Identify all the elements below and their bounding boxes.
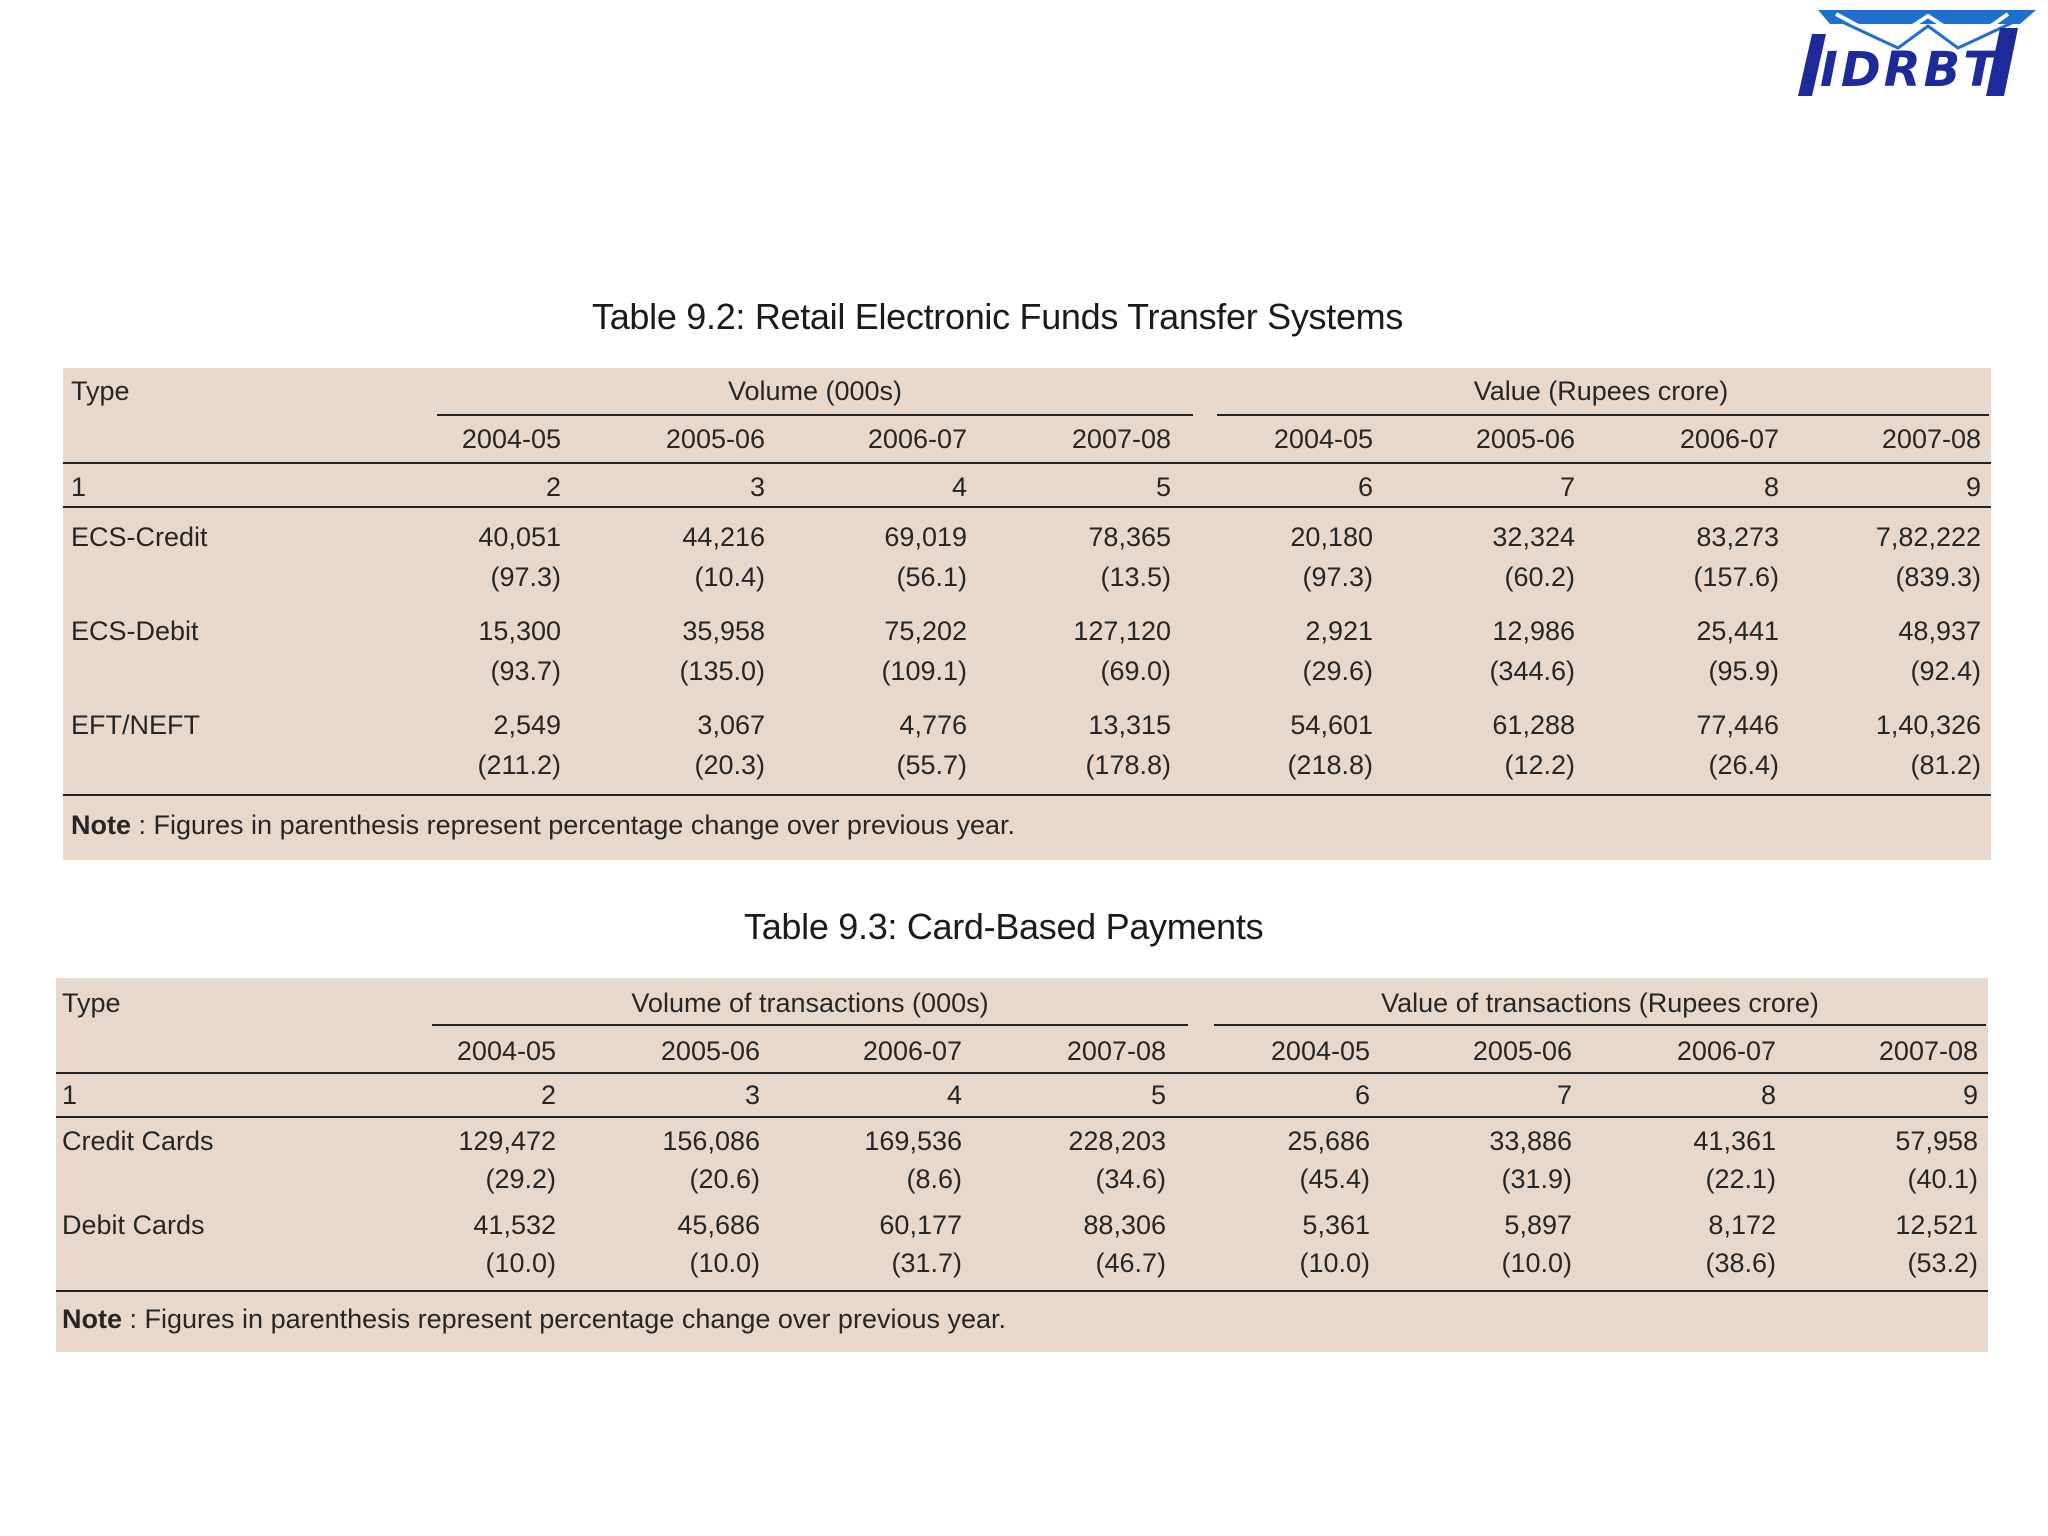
value-cell: 83,273 xyxy=(1696,522,1779,552)
note-text: : Figures in parenthesis represent percentage change over previous year. xyxy=(129,1304,1007,1334)
column-number: 7 xyxy=(1556,1080,1572,1110)
column-number: 8 xyxy=(1760,1080,1776,1110)
year-header: 2006-07 xyxy=(1676,1036,1776,1066)
table-note xyxy=(62,1304,1006,1335)
value-cell: 12,521 xyxy=(1895,1210,1978,1240)
volume-group-header: Volume (000s) xyxy=(727,376,903,406)
retail-eft-table xyxy=(63,368,1991,860)
value-cell: 44,216 xyxy=(682,522,765,552)
value-cell: 57,958 xyxy=(1895,1126,1978,1156)
change-cell: (38.6) xyxy=(1705,1248,1776,1278)
change-cell: (40.1) xyxy=(1907,1164,1978,1194)
change-cell: (97.3) xyxy=(1302,562,1373,592)
change-cell: (8.6) xyxy=(906,1164,962,1194)
value-cell: 32,324 xyxy=(1492,522,1575,552)
change-cell: (34.6) xyxy=(1095,1164,1166,1194)
value-cell: 4,776 xyxy=(899,710,967,740)
change-cell: (53.2) xyxy=(1907,1248,1978,1278)
column-number: 1 xyxy=(71,472,87,502)
value-cell: 13,315 xyxy=(1088,710,1171,740)
type-header: Type xyxy=(71,376,130,406)
change-cell: (92.4) xyxy=(1910,656,1981,686)
column-number: 7 xyxy=(1559,472,1575,502)
column-number: 4 xyxy=(951,472,967,502)
change-cell: (22.1) xyxy=(1705,1164,1776,1194)
column-number: 6 xyxy=(1354,1080,1370,1110)
value-cell: 3,067 xyxy=(697,710,765,740)
change-cell: (12.2) xyxy=(1504,750,1575,780)
year-header: 2005-06 xyxy=(660,1036,760,1066)
change-cell: (97.3) xyxy=(490,562,561,592)
value-cell: 41,361 xyxy=(1693,1126,1776,1156)
change-cell: (93.7) xyxy=(490,656,561,686)
value-cell: 2,549 xyxy=(493,710,561,740)
value-cell: 69,019 xyxy=(884,522,967,552)
change-cell: (26.4) xyxy=(1708,750,1779,780)
column-number: 3 xyxy=(744,1080,760,1110)
column-number: 9 xyxy=(1965,472,1981,502)
note-label: Note xyxy=(62,1304,122,1334)
year-header: 2007-08 xyxy=(1071,424,1171,454)
change-cell: (135.0) xyxy=(679,656,765,686)
note-text: : Figures in parenthesis represent percentage change over previous year. xyxy=(138,810,1016,840)
value-cell: 61,288 xyxy=(1492,710,1575,740)
value-cell: 169,536 xyxy=(864,1126,962,1156)
column-number: 3 xyxy=(749,472,765,502)
row-type-label: ECS-Debit xyxy=(71,616,199,646)
year-header: 2004-05 xyxy=(456,1036,556,1066)
column-number: 8 xyxy=(1763,472,1779,502)
value-cell: 54,601 xyxy=(1290,710,1373,740)
year-header: 2006-07 xyxy=(862,1036,962,1066)
volume-group-rule xyxy=(437,414,1193,416)
column-number: 1 xyxy=(62,1080,78,1110)
value-cell: 7,82,222 xyxy=(1875,522,1981,552)
change-cell: (218.8) xyxy=(1287,750,1373,780)
year-header: 2007-08 xyxy=(1881,424,1981,454)
change-cell: (10.0) xyxy=(689,1248,760,1278)
value-cell: 129,472 xyxy=(458,1126,556,1156)
value-cell: 88,306 xyxy=(1083,1210,1166,1240)
table-note xyxy=(71,810,1015,841)
year-header: 2005-06 xyxy=(665,424,765,454)
change-cell: (839.3) xyxy=(1895,562,1981,592)
idrbt-logo xyxy=(1778,4,2048,100)
value-cell: 127,120 xyxy=(1073,616,1171,646)
column-number: 5 xyxy=(1150,1080,1166,1110)
change-cell: (29.6) xyxy=(1302,656,1373,686)
logo-text: IDRBT xyxy=(1820,42,1999,98)
table-9-3-title: Table 9.3: Card-Based Payments xyxy=(744,906,1264,947)
change-cell: (31.7) xyxy=(891,1248,962,1278)
change-cell: (10.4) xyxy=(694,562,765,592)
value-cell: 45,686 xyxy=(677,1210,760,1240)
change-cell: (55.7) xyxy=(896,750,967,780)
value-group-header: Value of transactions (Rupees crore) xyxy=(1381,988,1819,1018)
body-rule xyxy=(56,1290,1988,1292)
value-cell: 5,897 xyxy=(1504,1210,1572,1240)
value-group-rule xyxy=(1217,414,1989,416)
value-cell: 25,686 xyxy=(1287,1126,1370,1156)
column-number: 2 xyxy=(545,472,561,502)
column-number: 5 xyxy=(1155,472,1171,502)
change-cell: (109.1) xyxy=(881,656,967,686)
value-group-rule xyxy=(1214,1024,1986,1026)
value-cell: 25,441 xyxy=(1696,616,1779,646)
volume-group-header: Volume of transactions (000s) xyxy=(631,988,989,1018)
year-header: 2004-05 xyxy=(461,424,561,454)
change-cell: (81.2) xyxy=(1910,750,1981,780)
change-cell: (46.7) xyxy=(1095,1248,1166,1278)
row-type-label: Debit Cards xyxy=(62,1210,205,1240)
change-cell: (60.2) xyxy=(1504,562,1575,592)
value-cell: 12,986 xyxy=(1492,616,1575,646)
change-cell: (31.9) xyxy=(1501,1164,1572,1194)
change-cell: (56.1) xyxy=(896,562,967,592)
header-rule xyxy=(63,462,1991,464)
change-cell: (13.5) xyxy=(1100,562,1171,592)
change-cell: (344.6) xyxy=(1489,656,1575,686)
value-cell: 2,921 xyxy=(1305,616,1373,646)
header-rule xyxy=(56,1072,1988,1074)
change-cell: (211.2) xyxy=(477,750,561,780)
row-type-label: Credit Cards xyxy=(62,1126,214,1156)
volume-group-rule xyxy=(432,1024,1188,1026)
change-cell: (178.8) xyxy=(1085,750,1171,780)
value-cell: 1,40,326 xyxy=(1875,710,1981,740)
body-rule xyxy=(63,794,1991,796)
change-cell: (10.0) xyxy=(1501,1248,1572,1278)
value-cell: 75,202 xyxy=(884,616,967,646)
value-cell: 8,172 xyxy=(1708,1210,1776,1240)
table-9-2-title: Table 9.2: Retail Electronic Funds Transfer Systems xyxy=(592,296,1404,337)
year-header: 2007-08 xyxy=(1878,1036,1978,1066)
change-cell: (45.4) xyxy=(1299,1164,1370,1194)
note-label: Note xyxy=(71,810,131,840)
change-cell: (10.0) xyxy=(1299,1248,1370,1278)
column-number: 2 xyxy=(540,1080,556,1110)
value-cell: 48,937 xyxy=(1898,616,1981,646)
change-cell: (95.9) xyxy=(1708,656,1779,686)
value-cell: 41,532 xyxy=(473,1210,556,1240)
change-cell: (29.2) xyxy=(485,1164,556,1194)
change-cell: (10.0) xyxy=(485,1248,556,1278)
year-header: 2004-05 xyxy=(1270,1036,1370,1066)
change-cell: (20.3) xyxy=(694,750,765,780)
value-cell: 77,446 xyxy=(1696,710,1779,740)
value-cell: 60,177 xyxy=(879,1210,962,1240)
row-type-label: EFT/NEFT xyxy=(71,710,200,740)
column-number-rule xyxy=(56,1116,1988,1118)
year-header: 2005-06 xyxy=(1472,1036,1572,1066)
value-cell: 35,958 xyxy=(682,616,765,646)
value-group-header: Value (Rupees crore) xyxy=(1473,376,1729,406)
value-cell: 20,180 xyxy=(1290,522,1373,552)
value-cell: 40,051 xyxy=(478,522,561,552)
year-header: 2004-05 xyxy=(1273,424,1373,454)
column-number-rule xyxy=(63,506,1991,508)
year-header: 2007-08 xyxy=(1066,1036,1166,1066)
column-number: 4 xyxy=(946,1080,962,1110)
change-cell: (157.6) xyxy=(1693,562,1779,592)
year-header: 2005-06 xyxy=(1475,424,1575,454)
row-type-label: ECS-Credit xyxy=(71,522,208,552)
value-cell: 15,300 xyxy=(478,616,561,646)
column-number: 6 xyxy=(1357,472,1373,502)
type-header: Type xyxy=(62,988,121,1018)
change-cell: (69.0) xyxy=(1100,656,1171,686)
year-header: 2006-07 xyxy=(1679,424,1779,454)
value-cell: 156,086 xyxy=(662,1126,760,1156)
column-number: 9 xyxy=(1962,1080,1978,1110)
value-cell: 33,886 xyxy=(1489,1126,1572,1156)
card-payments-table xyxy=(56,978,1988,1352)
change-cell: (20.6) xyxy=(689,1164,760,1194)
value-cell: 78,365 xyxy=(1088,522,1171,552)
year-header: 2006-07 xyxy=(867,424,967,454)
value-cell: 228,203 xyxy=(1068,1126,1166,1156)
value-cell: 5,361 xyxy=(1302,1210,1370,1240)
